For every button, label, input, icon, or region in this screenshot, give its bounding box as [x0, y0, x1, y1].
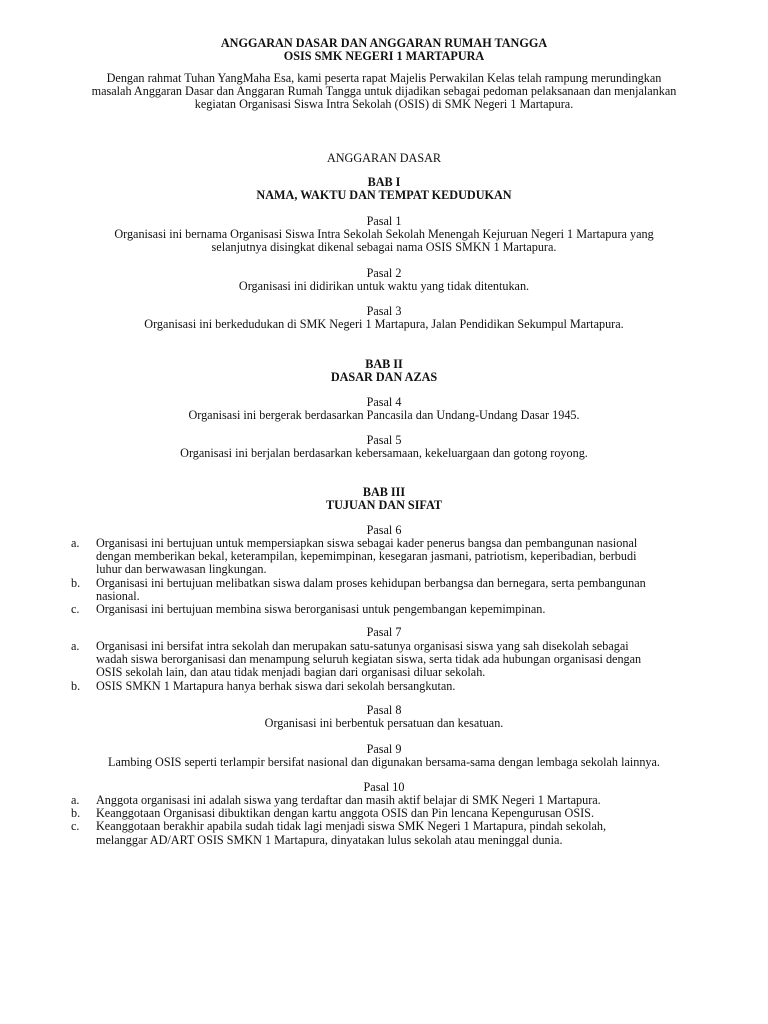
bab3-heading [0, 486, 768, 512]
list-item-line: Organisasi ini bertujuan untuk mempersiapkan siswa sebagai kader penerus bangsa dan pembangunan nasional [96, 536, 638, 550]
intro-paragraph [0, 72, 768, 112]
list-item [71, 640, 711, 680]
list-marker: b. [71, 806, 81, 821]
list-item [71, 577, 711, 603]
bab2-heading [0, 358, 768, 384]
list-item-line: Keanggotaan berakhir apabila sudah tidak lagi menjadi siswa SMK Negeri 1 Martapura, pindah sekolah, [96, 819, 607, 834]
list-item-line: Organisasi ini bertujuan melibatkan siswa dalam proses kehidupan berbangsa dan bernegara, serta pembangunan [96, 575, 646, 590]
list-marker: b. [71, 678, 81, 693]
pasal-8-label: Pasal 8 [366, 703, 402, 717]
pasal-10-label: Pasal 10 [363, 780, 405, 794]
pasal-4-text: Organisasi ini bergerak berdasarkan Pancasila dan Undang-Undang Dasar 1945. [188, 408, 580, 423]
pasal-10-list [71, 794, 711, 847]
intro-line: Dengan rahmat Tuhan YangMaha Esa, kami peserta rapat Majelis Perwakilan Kelas telah rampung merundingkan [106, 71, 662, 85]
list-marker: a. [71, 793, 80, 807]
bab1-label: BAB I [367, 175, 401, 189]
pasal-4-label: Pasal 4 [366, 395, 402, 409]
pasal-1-label: Pasal 1 [366, 214, 402, 228]
pasal-1 [0, 215, 768, 255]
section-title: ANGGARAN DASAR [326, 151, 442, 165]
bab2-label: BAB II [365, 357, 403, 371]
pasal-7-list [71, 640, 711, 693]
list-item-line: luhur dan berwawasan lingkungan. [96, 562, 267, 577]
list-marker: a. [71, 639, 80, 653]
list-item [71, 537, 711, 577]
list-item-line: OSIS sekolah lain, dan atau tidak menjadi bagian dari organisasi diluar sekolah. [96, 665, 486, 680]
list-marker: c. [71, 819, 80, 834]
pasal-6-label: Pasal 6 [366, 523, 402, 537]
list-marker: b. [71, 575, 81, 590]
pasal-7-label: Pasal 7 [366, 625, 402, 639]
pasal-2 [0, 267, 768, 293]
pasal-1-text: selanjutnya disingkat dikenal sebagai nama OSIS SMKN 1 Martapura. [211, 240, 557, 255]
bab1-title: NAMA, WAKTU DAN TEMPAT KEDUDUKAN [256, 188, 512, 203]
title-line-1: ANGGARAN DASAR DAN ANGGARAN RUMAH TANGGA [220, 36, 548, 50]
list-marker: a. [71, 536, 80, 550]
bab1-heading [0, 176, 768, 202]
pasal-5-text: Organisasi ini berjalan berdasarkan kebersamaan, kekeluargaan dan gotong royong. [180, 446, 588, 461]
pasal-5-label: Pasal 5 [366, 433, 402, 447]
list-item-line: melanggar AD/ART OSIS SMKN 1 Martapura, dinyatakan lulus sekolah atau meninggal dunia. [96, 832, 563, 847]
pasal-8 [0, 704, 768, 730]
pasal-9-label: Pasal 9 [366, 742, 402, 756]
pasal-3-label: Pasal 3 [366, 304, 402, 318]
bab3-title: TUJUAN DAN SIFAT [325, 498, 442, 513]
pasal-2-text: Organisasi ini didirikan untuk waktu yang tidak ditentukan. [238, 279, 530, 294]
intro-line: masalah Anggaran Dasar dan Anggaran Rumah Tangga untuk dijadikan sebagai pedoman pelaksanaan dan menjalankan [91, 84, 677, 99]
intro-line: kegiatan Organisasi Siswa Intra Sekolah (OSIS) di SMK Negeri 1 Martapura. [194, 97, 574, 112]
list-item-line: Anggota organisasi ini adalah siswa yang terdaftar dan masih aktif belajar di SMK Negeri 1 Martapura. [96, 793, 601, 807]
pasal-3-text: Organisasi ini berkedudukan di SMK Negeri 1 Martapura, Jalan Pendidikan Sekumpul Martapura. [144, 317, 624, 332]
pasal-4 [0, 396, 768, 422]
list-item-line: dengan memberikan bekal, keterampilan, kepemimpinan, kesegaran jasmani, patriotism, keperibadian, berbudi [96, 549, 637, 564]
list-item-line: Organisasi ini bersifat intra sekolah dan merupakan satu-satunya organisasi siswa yang sah disekolah sebagai [96, 639, 629, 653]
list-item-line: wadah siswa berorganisasi dan menampung seluruh kegiatan siswa, serta tidak ada hubungan organisasi dengan [96, 652, 642, 667]
pasal-6-list [71, 537, 711, 616]
document-title [0, 37, 768, 63]
list-item [71, 603, 711, 616]
list-item [71, 820, 711, 846]
bab2-title: DASAR DAN AZAS [330, 370, 438, 385]
pasal-3 [0, 305, 768, 331]
bab3-label: BAB III [362, 485, 406, 499]
list-item-line: nasional. [96, 588, 140, 603]
list-item-line: OSIS SMKN 1 Martapura hanya berhak siswa dari sekolah bersangkutan. [96, 678, 456, 693]
title-line-2: OSIS SMK NEGERI 1 MARTAPURA [283, 49, 485, 64]
pasal-2-label: Pasal 2 [366, 266, 402, 280]
list-item-line: Keanggotaan Organisasi dibuktikan dengan kartu anggota OSIS dan Pin lencana Kepengurusan OSIS. [96, 806, 594, 821]
list-item-line: Organisasi ini bertujuan membina siswa berorganisasi untuk pengembangan kepemimpinan. [96, 602, 546, 617]
pasal-8-text: Organisasi ini berbentuk persatuan dan kesatuan. [264, 716, 504, 731]
list-marker: c. [71, 602, 80, 617]
pasal-9-text: Lambing OSIS seperti terlampir bersifat nasional dan digunakan bersama-sama dengan lembaga sekolah lainnya. [108, 755, 660, 770]
pasal-9 [0, 743, 768, 769]
pasal-1-text: Organisasi ini bernama Organisasi Siswa Intra Sekolah Sekolah Menengah Kejuruan Negeri 1 Martapura yang [114, 227, 654, 242]
pasal-5 [0, 434, 768, 460]
list-item [71, 680, 711, 693]
